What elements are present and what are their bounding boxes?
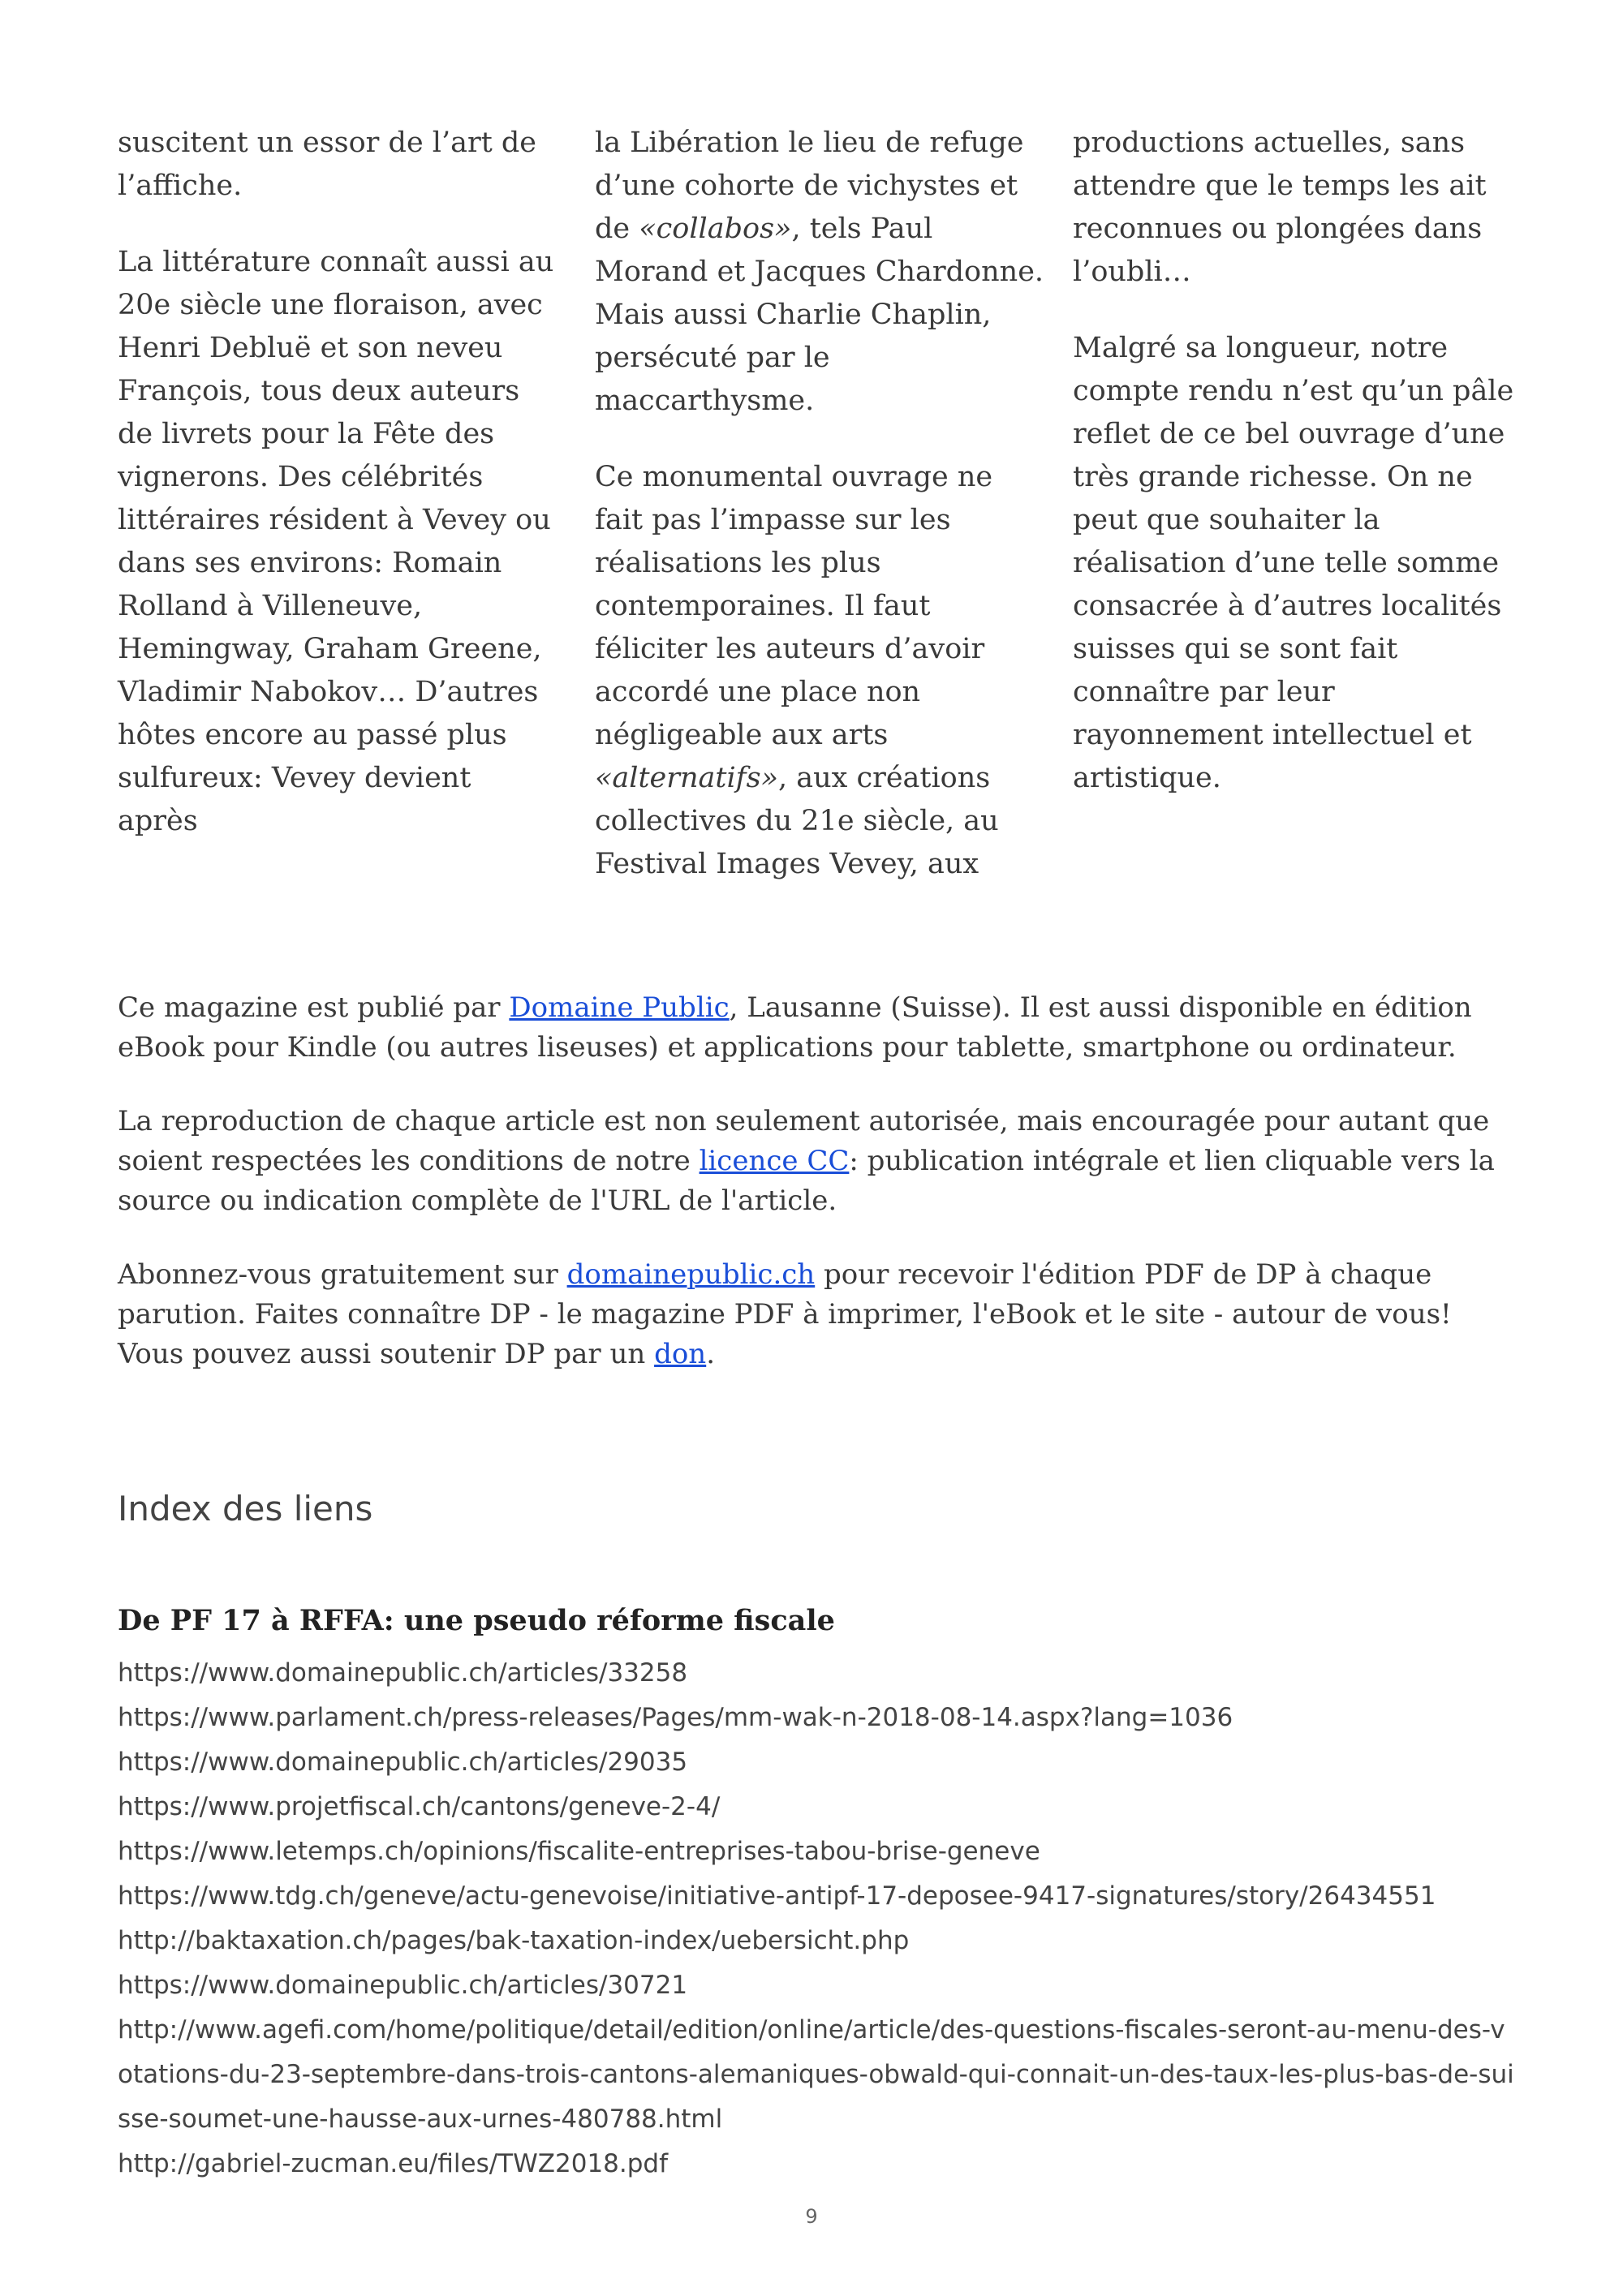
column2-paragraph-1 xyxy=(595,122,1045,423)
domainepublic-ch-link[interactable]: domainepublic.ch xyxy=(566,1258,816,1291)
column2-p2-text-a: Ce monumental ouvrage ne fait pas l’impasse sur les réalisations les plus contemporaines. Il faut féliciter les auteurs d’avoir accordé une place non négligeable aux arts xyxy=(595,461,993,751)
column1-paragraph-1: suscitent un essor de l’art de l’affiche. xyxy=(118,127,537,202)
licence-cc-link[interactable]: licence CC xyxy=(699,1145,850,1177)
column2-p1-emphasis: «collabos» xyxy=(639,213,792,245)
column3-paragraph-2: Malgré sa longueur, notre compte rendu n’est qu’un pâle reflet de ce bel ouvrage d’une très grande richesse. On ne peut que souhaiter la réalisation d’une telle somme consacrée à d’autres localités suisses qui se sont fait connaître par leur rayonnement intellectuel et artistique. xyxy=(1073,332,1514,794)
link-item[interactable]: https://www.domainepublic.ch/articles/29035 xyxy=(118,1748,688,1777)
don-link[interactable]: don xyxy=(654,1338,707,1370)
column2-paragraph-2 xyxy=(595,456,1045,886)
footer-p3-text-a: Abonnez-vous gratuitement sur xyxy=(118,1258,567,1291)
index-article-title: De PF 17 à RFFA: une pseudo réforme fiscale xyxy=(118,1604,835,1637)
column1-paragraph-2: La littérature connaît aussi au 20e siècle une floraison, avec Henri Debluë et son neveu François, tous deux auteurs de livrets pour la Fête des vignerons. Des célébrités littéraires résident à Vevey ou dans ses environs: Romain Rolland à Villeneuve, Hemingway, Graham Greene, Vladimir Nabokov… D’autres hôtes encore au passé plus sulfureux: Vevey devient après xyxy=(118,246,554,837)
link-item[interactable]: https://www.parlament.ch/press-releases/Pages/mm-wak-n-2018-08-14.aspx?lang=1036 xyxy=(118,1703,1233,1732)
domaine-public-link[interactable]: Domaine Public xyxy=(509,991,730,1024)
link-item[interactable]: https://www.letemps.ch/opinions/fiscalite-entreprises-tabou-brise-geneve xyxy=(118,1837,1040,1866)
footer-p2-text-b: : publication intégrale et lien cliquable vers la source ou indication complète de l'URL de l'article. xyxy=(118,1145,1495,1217)
column2-p2-text-b: , aux créations collectives du 21e siècle, au Festival Images Vevey, aux xyxy=(595,762,999,880)
column2-p1-text-a: la Libération le lieu de refuge d’une cohorte de vichystes et de xyxy=(595,127,1024,245)
index-title: Index des liens xyxy=(118,1489,373,1529)
footer-paragraph-1 xyxy=(118,988,1513,1068)
link-item[interactable]: http://gabriel-zucman.eu/files/TWZ2018.pdf xyxy=(118,2149,669,2178)
link-item[interactable]: https://www.domainepublic.ch/articles/33258 xyxy=(118,1658,688,1688)
link-item[interactable]: https://www.tdg.ch/geneve/actu-genevoise/initiative-antipf-17-deposee-9417-signatures/story/26434551 xyxy=(118,1881,1436,1911)
link-item[interactable]: http://www.agefi.com/home/politique/detail/edition/online/article/des-questions-fiscales-seront-au-menu-des-votations-du-23-septembre-dans-trois-cantons-alemaniques-obwald-qui-connait-un-des-taux-les-plus-bas-de-suisse-soumet-une-hausse-aux-urnes-480788.html xyxy=(118,2015,1514,2134)
article-column-2 xyxy=(595,122,1045,886)
column2-p2-emphasis: «alternatifs» xyxy=(595,762,778,794)
footer-p2-text-a: La reproduction de chaque article est non seulement autorisée, mais encouragée pour autant que soient respectées les conditions de notre xyxy=(118,1105,1490,1177)
link-item[interactable]: http://baktaxation.ch/pages/bak-taxation-index/uebersicht.php xyxy=(118,1926,910,1955)
footer-paragraph-2 xyxy=(118,1102,1513,1221)
column3-paragraph-1: productions actuelles, sans attendre que le temps les ait reconnues ou plongées dans l’oubli… xyxy=(1073,127,1487,288)
article-column-3 xyxy=(1073,122,1515,800)
publisher-footer xyxy=(118,988,1513,1408)
page-number: 9 xyxy=(805,2205,818,2228)
link-item[interactable]: https://www.projetfiscal.ch/cantons/geneve-2-4/ xyxy=(118,1792,721,1821)
footer-p3-text-b: pour recevoir l'édition PDF de DP à chaque parution. Faites connaître DP - le magazine PDF à imprimer, l'eBook et le site - autour de vous! Vous pouvez aussi soutenir DP par un xyxy=(118,1258,1452,1370)
footer-paragraph-3 xyxy=(118,1255,1513,1374)
link-item[interactable]: https://www.domainepublic.ch/articles/30721 xyxy=(118,1971,688,2000)
link-list xyxy=(118,1651,1518,2186)
article-column-1 xyxy=(118,122,556,843)
footer-p1-text-b: , Lausanne (Suisse). Il est aussi disponible en édition eBook pour Kindle (ou autres liseuses) et applications pour tablette, smartphone ou ordinateur. xyxy=(118,991,1472,1064)
column2-p1-text-b: , tels Paul Morand et Jacques Chardonne. Mais aussi Charlie Chaplin, persécuté par le maccarthysme. xyxy=(595,213,1044,417)
footer-p3-text-c: . xyxy=(706,1338,716,1370)
footer-p1-text-a: Ce magazine est publié par xyxy=(118,991,510,1024)
